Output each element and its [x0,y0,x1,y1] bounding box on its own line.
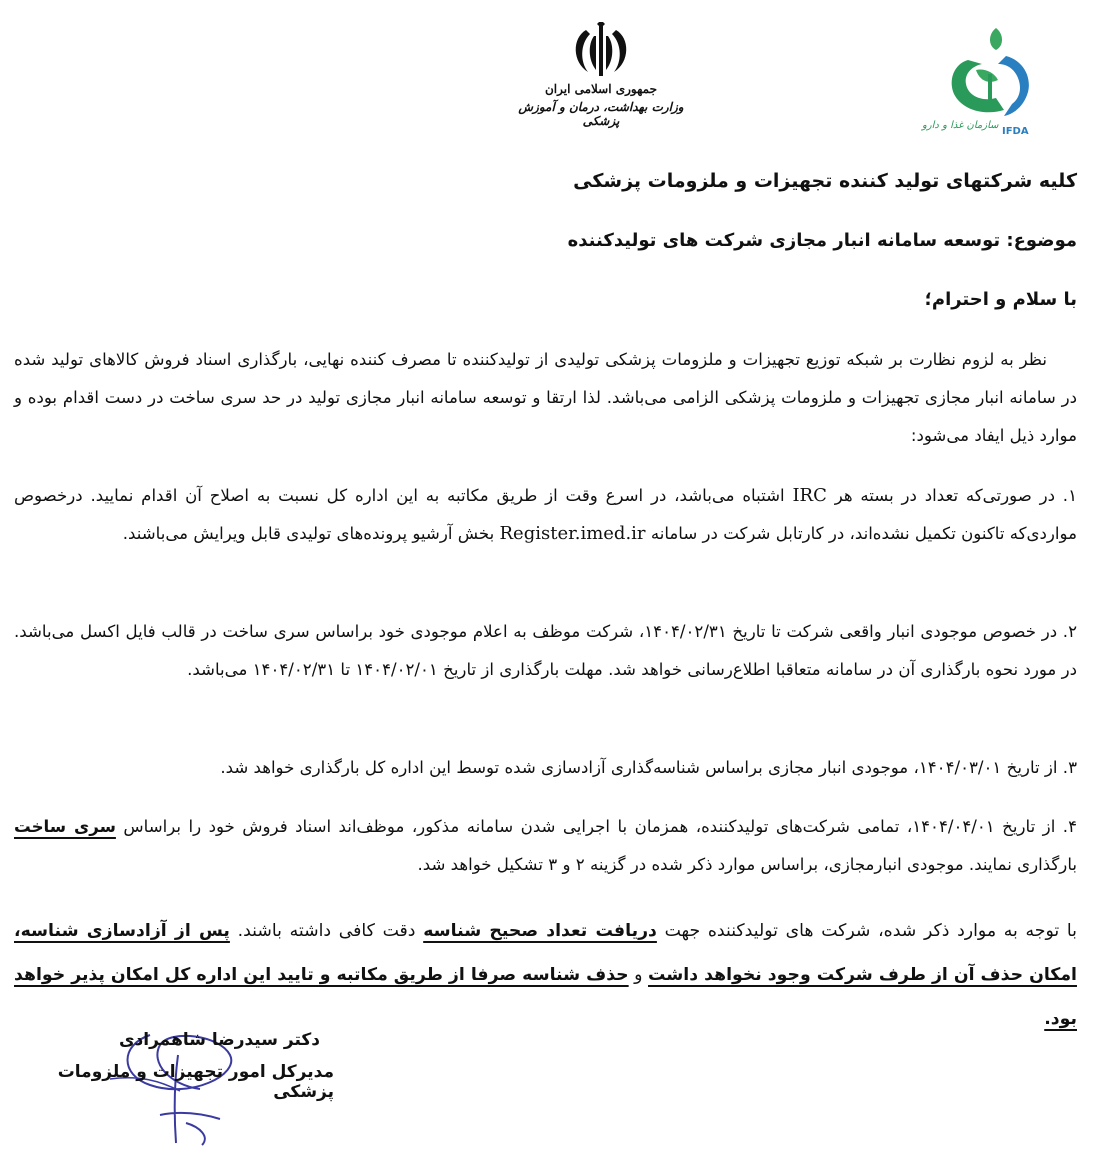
ifda-logo [918,20,1058,140]
item-4-text-a: ۴. از تاریخ ۱۴۰۴/۰۴/۰۱، تمامی شرکت‌های تولیدکننده، همزمان با اجرایی شدن سامانه مذکور، موظف‌اند اسناد فروش خود را براساس [123,817,1077,836]
emblem-ministry-text: وزارت بهداشت، درمان و آموزش پزشکی [518,100,684,128]
government-emblem [516,22,686,134]
closing-text-e: و [634,965,643,985]
item-4-text-b: بارگذاری نمایند. موجودی انبارمجازی، براساس موارد ذکر شده در گزینه ۲ و ۳ تشکیل خواهد شد. [417,855,1077,874]
closing-text-a: با توجه به موارد ذکر شده، شرکت های تولیدکننده جهت [664,921,1077,941]
subject-line: موضوع: توسعه سامانه انبار مجازی شرکت های تولیدکننده [567,230,1077,251]
signatory-name: دکتر سیدرضا شاهمرادی [118,1030,320,1050]
allah-emblem-icon [566,22,636,80]
ifda-acronym: IFDA [1002,126,1029,137]
signatory-title: مدیرکل امور تجهیزات و ملزومات پزشکی [57,1062,334,1102]
closing-text-c: دقت کافی داشته باشند. [237,921,416,941]
greeting-line: با سلام و احترام؛ [924,289,1077,310]
addressee-line: کلیه شرکتهای تولید کننده تجهیزات و ملزومات پزشکی [573,170,1077,192]
item-1-text-b: اشتباه می‌باشد، در اسرع وقت از طریق مکاتبه به این اداره کل نسبت به اصلاح آن اقدام نمایید. درخصوص مواردی‌که تاکنون تکمیل نشده‌اند، در کارتابل شرکت در سامانه [14,486,1077,543]
item-1-irc: IRC [792,485,827,506]
ifda-logo-icon [918,20,1058,120]
item-3-paragraph: ۳. از تاریخ ۱۴۰۴/۰۳/۰۱، موجودی انبار مجازی براساس شناسه‌گذاری آزادسازی شده توسط این اداره کل بارگذاری خواهد شد. [220,758,1077,777]
item-1-text-a: ۱. در صورتی‌که تعداد در بسته هر [834,486,1078,505]
closing-emphasis-3: حذف شناسه صرفا از طریق مکاتبه و تایید این اداره کل امکان پذیر خواهد بود. [14,965,1077,1029]
item-4-emphasis: سری ساخت [14,817,116,836]
emblem-country-text: جمهوری اسلامی ایران [544,82,658,96]
item-2-paragraph: ۲. در خصوص موجودی انبار واقعی شرکت تا تاریخ ۱۴۰۴/۰۲/۳۱، شرکت موظف به اعلام موجودی خود براساس سری ساخت در قالب فایل اکسل می‌باشد. در مورد نحوه بارگذاری آن در سامانه متعاقبا اطلاع‌رسانی خواهد شد. مهلت بارگذاری از تاریخ ۱۴۰۴/۰۲/۰۱ تا ۱۴۰۴/۰۲/۳۱ می‌باشد. [14,622,1078,679]
item-1-website: Register.imed.ir [499,523,646,544]
ifda-persian-name: سازمان غذا و دارو [922,120,999,131]
item-1-paragraph [14,477,1077,553]
intro-paragraph: نظر به لزوم نظارت بر شبکه توزیع تجهیزات و ملزومات پزشکی تولیدی از تولیدکننده تا مصرف کننده نهایی، بارگذاری اسناد فروش کالاهای تولید شده در سامانه انبار مجازی تجهیزات و ملزومات پزشکی الزامی می‌باشد. لذا ارتقا و توسعه سامانه انبار مجازی تولید در حد سری ساخت در دست اقدام بوده و موارد ذیل ایفاد می‌شود: [14,350,1077,445]
item-1-text-c: بخش آرشیو پرونده‌های تولیدی قابل ویرایش می‌باشند. [122,524,495,543]
closing-emphasis-2: پس از آزادسازی شناسه، امکان حذف آن از طرف شرکت وجود نخواهد داشت [14,921,1077,985]
closing-emphasis-1: دریافت تعداد صحیح شناسه [423,921,657,941]
item-4-paragraph [14,808,1077,884]
